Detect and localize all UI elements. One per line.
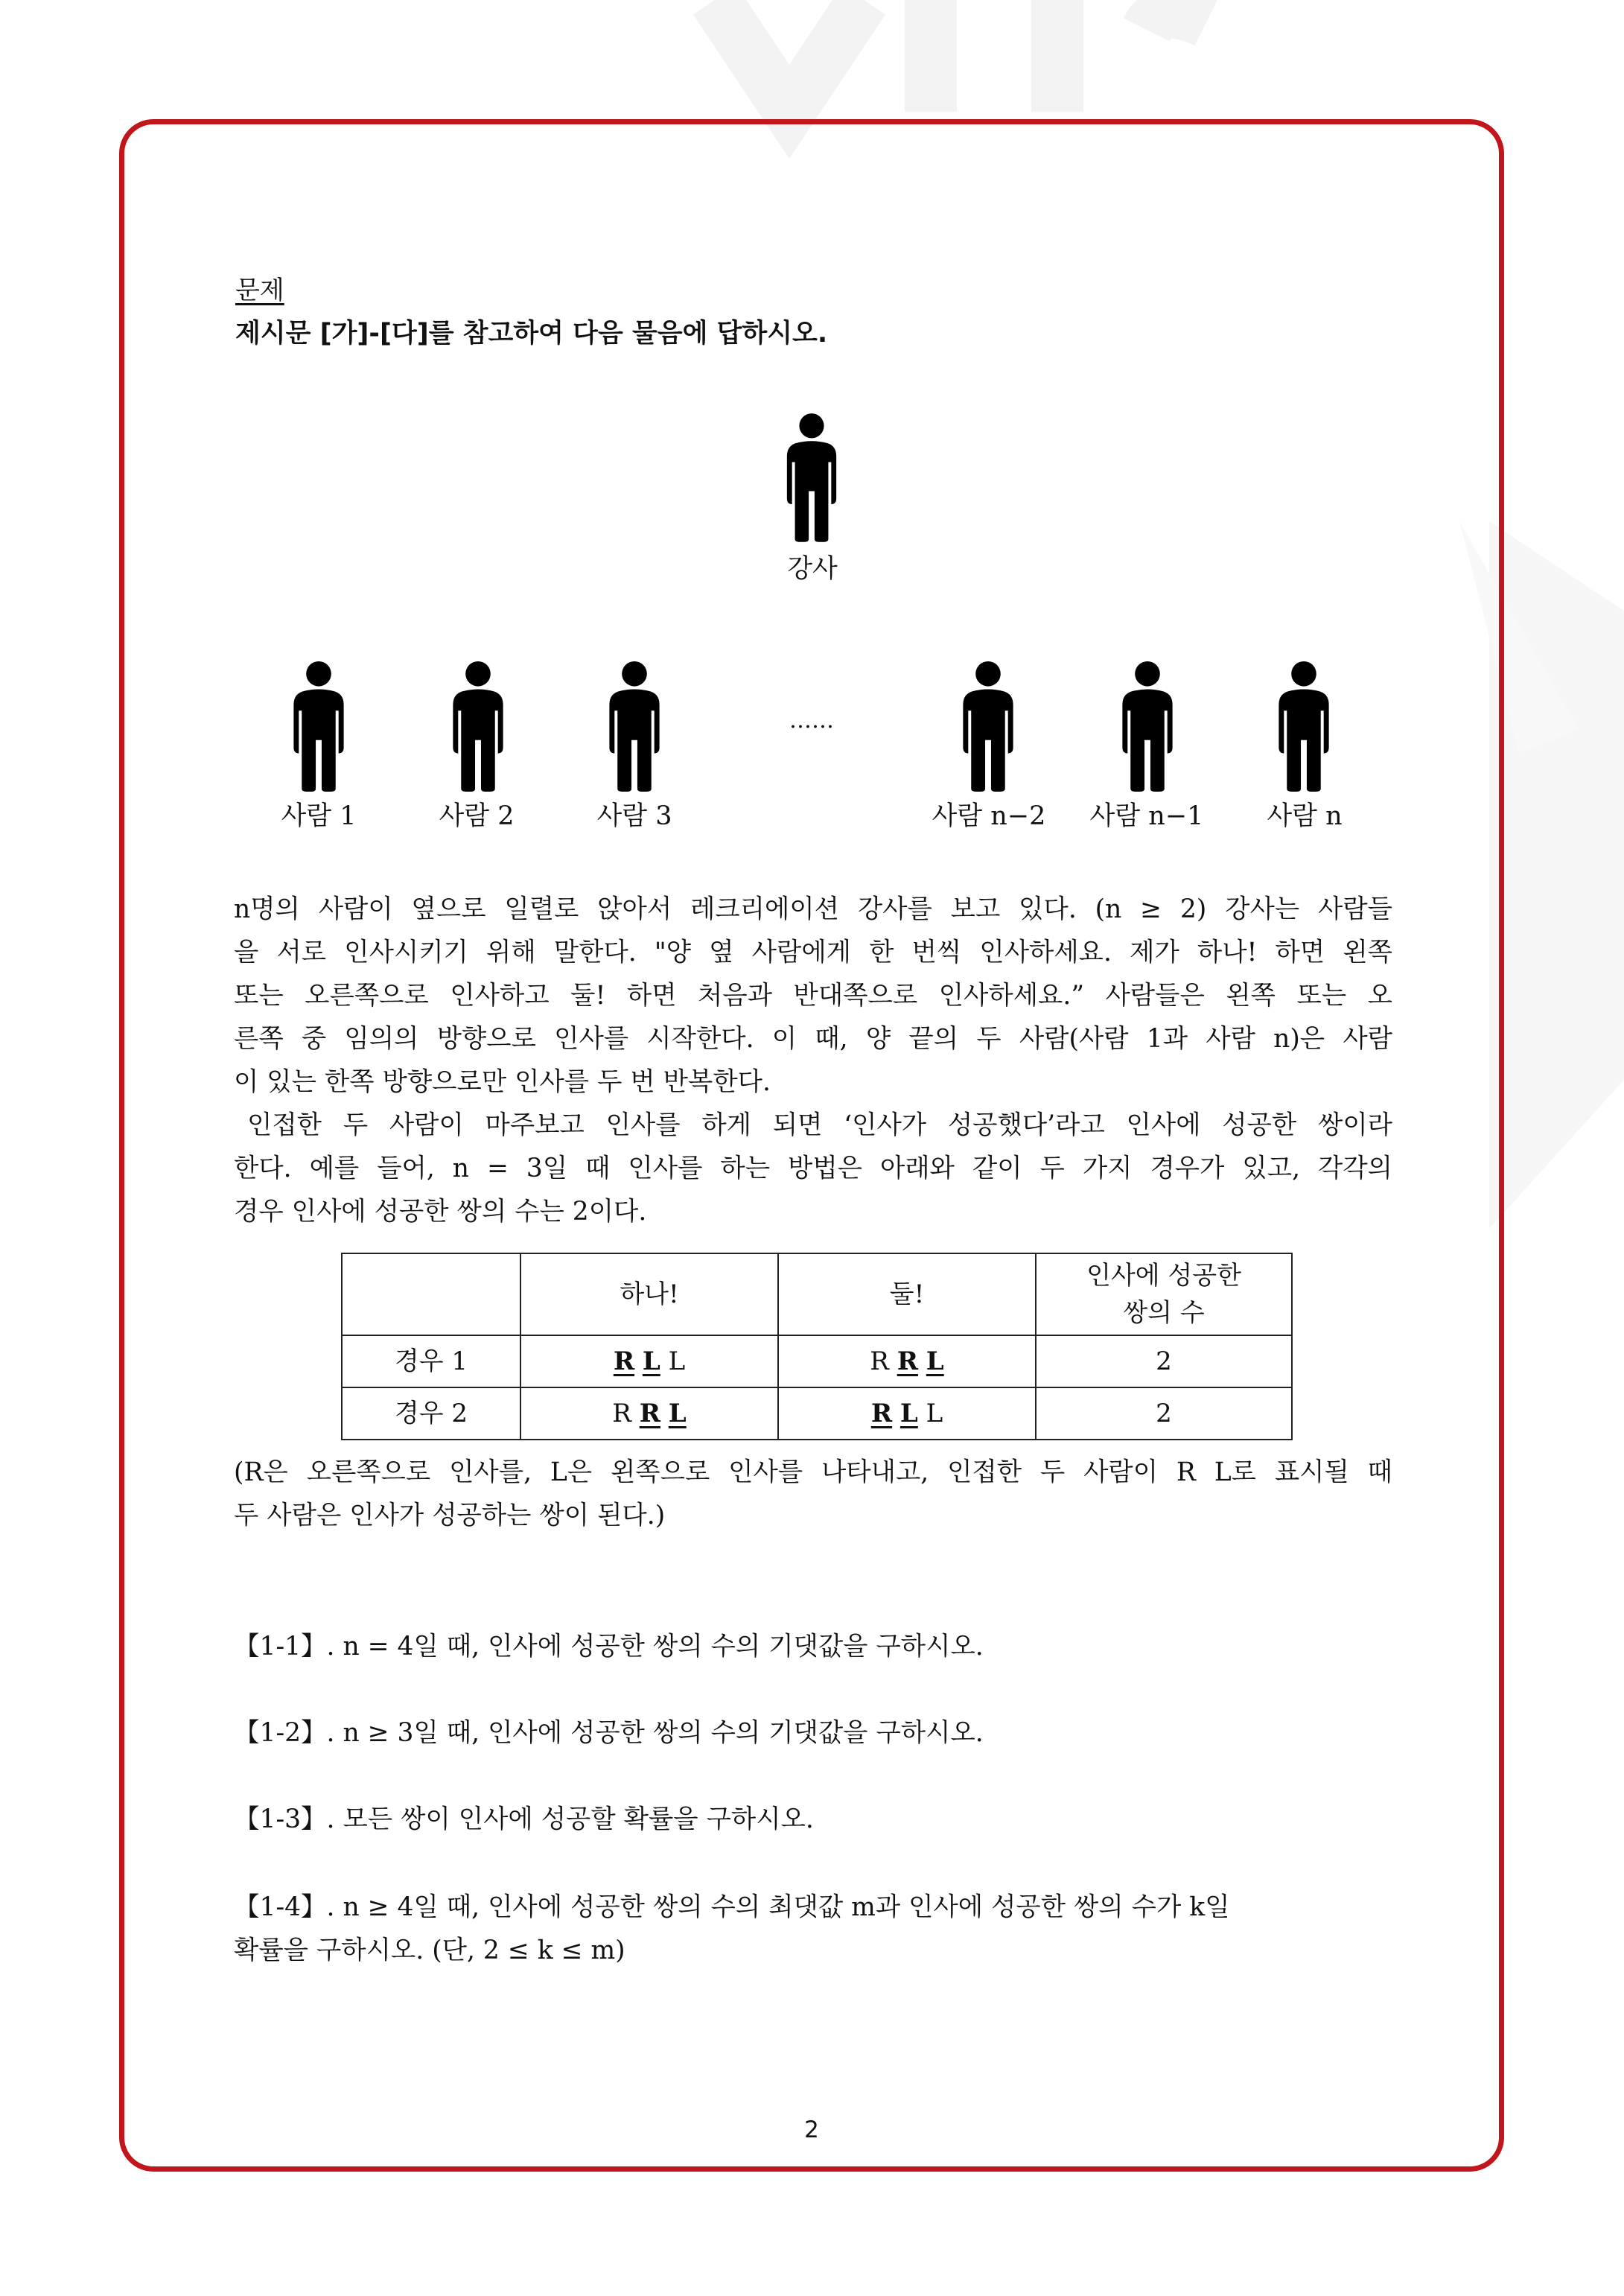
person-3-icon (605, 659, 664, 792)
direction: L (668, 1399, 687, 1428)
question-number: 【1-1】. (234, 1632, 335, 1661)
table-header-hana: 하나! (520, 1253, 778, 1335)
question-number: 【1-3】. (234, 1804, 335, 1834)
direction: R (639, 1399, 660, 1428)
passage-line: 또는 오른쪽으로 인사하고 둘! 하면 처음과 반대쪽으로 인사하세요.” 사람들은 왼쪽 또는 오 (234, 981, 1392, 1011)
table-header-row (342, 1253, 1292, 1335)
passage-line: 이 있는 한쪽 방향으로만 인사를 두 번 반복한다. (234, 1067, 771, 1097)
ellipsis: …… (789, 707, 834, 734)
question-number: 【1-2】. (234, 1718, 335, 1748)
case-hana-sequence (520, 1335, 778, 1387)
direction: R (613, 1346, 635, 1376)
question-number: 【1-4】. (234, 1892, 335, 1922)
teacher-figure-icon (783, 411, 841, 542)
case-label: 경우 1 (342, 1335, 520, 1387)
person-label: 사람 2 (439, 801, 515, 831)
case-hana-sequence (520, 1387, 778, 1440)
question-text-continued: 확률을 구하시오. (단, 2 ≤ k ≤ m) (234, 1936, 625, 1965)
person-n-minus-1-icon (1118, 659, 1177, 792)
passage (234, 888, 1392, 1233)
table-header-count (1036, 1253, 1292, 1335)
greeting-table (341, 1253, 1293, 1440)
question-1-3 (234, 1798, 814, 1841)
case-count: 2 (1036, 1387, 1292, 1440)
question-1-2 (234, 1711, 984, 1755)
question-text: n ≥ 4일 때, 인사에 성공한 쌍의 수의 최댓값 m과 인사에 성공한 쌍의 수가 k일 (343, 1892, 1230, 1922)
passage-line: 한다. 예를 들어, n = 3일 때 인사를 하는 방법은 아래와 같이 두 가지 경우가 있고, 각각의 (234, 1154, 1392, 1183)
direction: L (899, 1399, 918, 1428)
direction: L (926, 1346, 944, 1376)
case-dul-sequence (778, 1335, 1036, 1387)
note-line: 두 사람은 인사가 성공하는 쌍이 된다.) (234, 1501, 666, 1530)
question-1-1 (234, 1625, 984, 1668)
problem-instruction: 제시문 [가]-[다]를 참고하여 다음 물음에 답하시오. (235, 319, 828, 349)
direction: L (642, 1346, 660, 1376)
person-label: 사람 n−2 (932, 801, 1046, 831)
person-label: 사람 n (1267, 801, 1343, 831)
direction: L (668, 1346, 686, 1376)
table-header-count-line2: 쌍의 수 (1123, 1298, 1205, 1328)
person-1-icon (289, 659, 348, 792)
person-label: 사람 1 (281, 801, 357, 831)
table-header-empty (342, 1253, 520, 1335)
problem-label: 문제 (235, 276, 284, 305)
table-note (234, 1451, 1392, 1537)
page-number: 2 (804, 2117, 819, 2143)
table-row (342, 1335, 1292, 1387)
direction: R (897, 1346, 918, 1376)
direction: R (870, 1346, 889, 1376)
passage-line: 인접한 두 사람이 마주보고 인사를 하게 되면 ‘인사가 성공했다’라고 인사에 성공한 쌍이라 (247, 1110, 1392, 1140)
question-1-4 (234, 1886, 1230, 1972)
person-n-icon (1274, 659, 1334, 792)
case-dul-sequence (778, 1387, 1036, 1440)
question-text: 모든 쌍이 인사에 성공할 확률을 구하시오. (343, 1804, 814, 1834)
person-label: 사람 n−1 (1089, 801, 1204, 831)
teacher-label: 강사 (787, 554, 838, 584)
person-label: 사람 3 (596, 801, 672, 831)
case-count: 2 (1036, 1335, 1292, 1387)
table-header-dul: 둘! (778, 1253, 1036, 1335)
direction: L (926, 1399, 943, 1428)
person-n-minus-2-icon (958, 659, 1018, 792)
question-text: n ≥ 3일 때, 인사에 성공한 쌍의 수의 기댓값을 구하시오. (343, 1718, 984, 1748)
passage-line: n명의 사람이 옆으로 일렬로 앉아서 레크리에이션 강사를 보고 있다. (n ≥ 2) 강사는 사람들 (234, 894, 1392, 924)
table-row (342, 1387, 1292, 1440)
passage-line: 른쪽 중 임의의 방향으로 인사를 시작한다. 이 때, 양 끝의 두 사람(사람 1과 사람 n)은 사람 (234, 1024, 1392, 1054)
note-line: (R은 오른쪽으로 인사를, L은 왼쪽으로 인사를 나타내고, 인접한 두 사람이 R L로 표시될 때 (234, 1457, 1392, 1487)
direction: R (612, 1399, 631, 1428)
table-header-count-line1: 인사에 성공한 (1086, 1261, 1241, 1291)
case-label: 경우 2 (342, 1387, 520, 1440)
person-2-icon (448, 659, 508, 792)
question-text: n = 4일 때, 인사에 성공한 쌍의 수의 기댓값을 구하시오. (343, 1632, 984, 1661)
passage-line: 경우 인사에 성공한 쌍의 수는 2이다. (234, 1197, 647, 1227)
direction: R (870, 1399, 893, 1428)
passage-line: 을 서로 인사시키기 위해 말한다. "양 옆 사람에게 한 번씩 인사하세요. 제가 하나! 하면 왼쪽 (234, 938, 1392, 967)
